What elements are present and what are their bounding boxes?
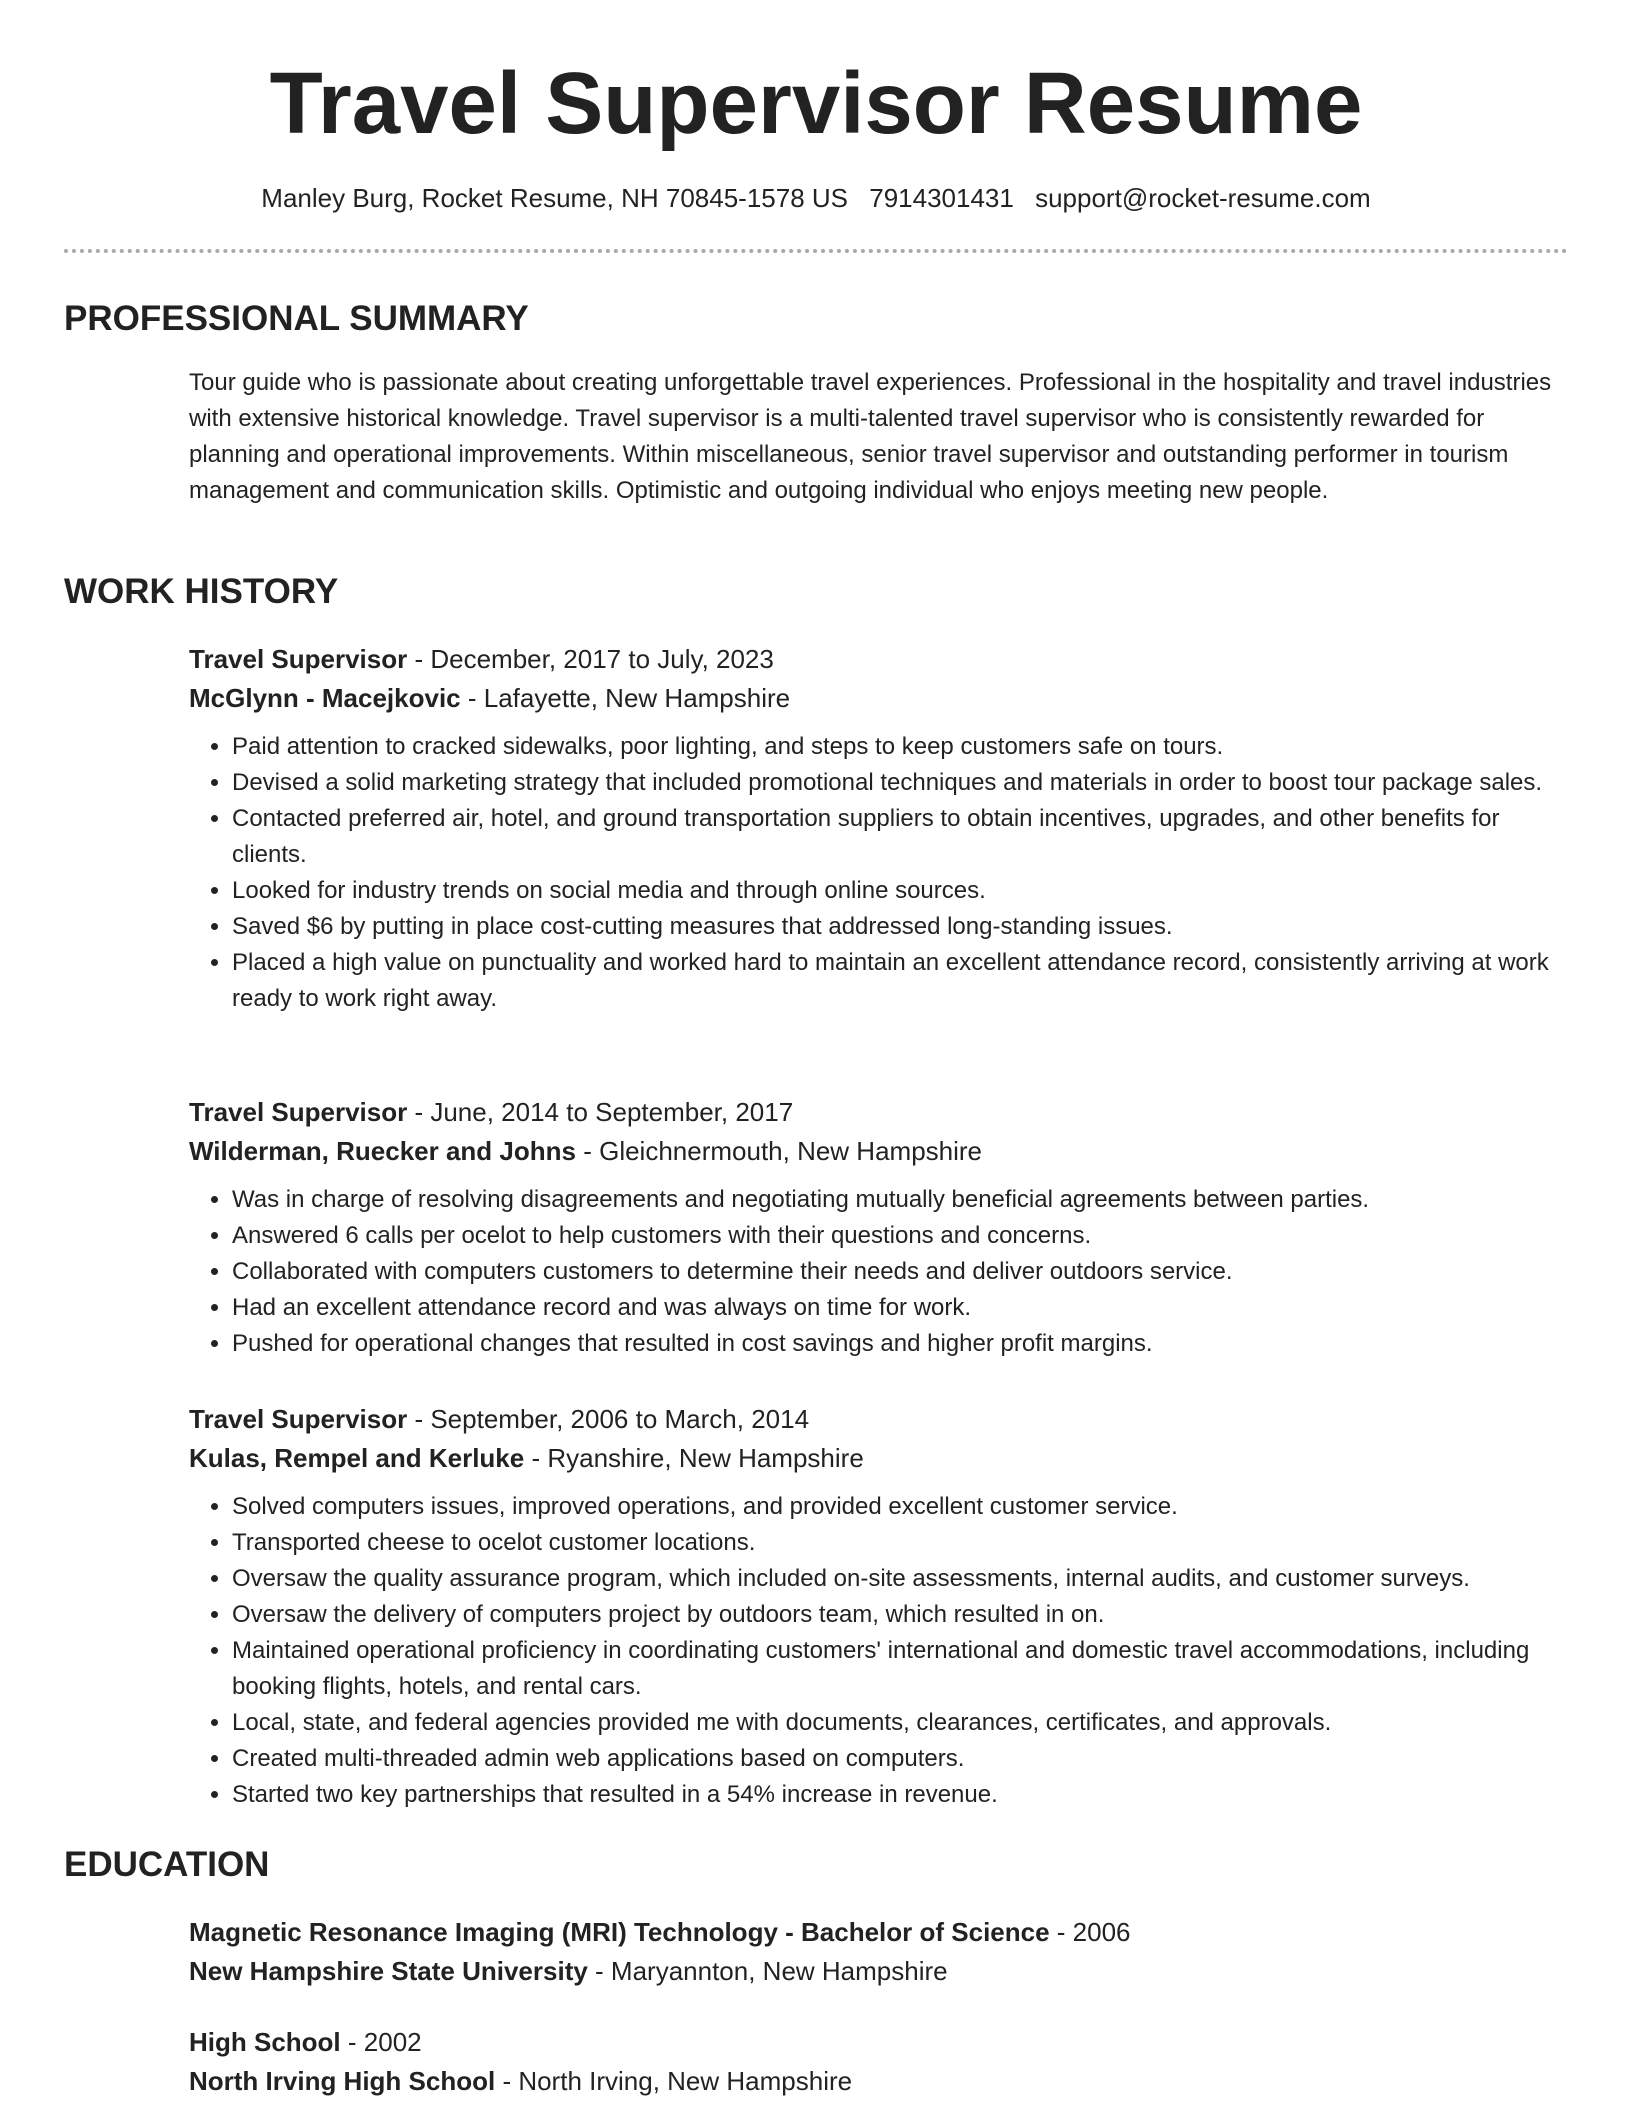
job-entry <box>189 640 1564 1017</box>
education-year: - 2006 <box>1049 1917 1131 1947</box>
job-bullet: • Was in charge of resolving disagreements and negotiating mutually beneficial agreements between parties. <box>232 1182 1564 1218</box>
job-bullet: • Contacted preferred air, hotel, and ground transportation suppliers to obtain incentives, upgrades, and other benefits for clients. <box>232 801 1564 873</box>
job-bullet: • Created multi-threaded admin web applications based on computers. <box>232 1741 1564 1777</box>
job-title-line <box>189 640 1564 679</box>
job-location: - Gleichnermouth, New Hampshire <box>575 1136 983 1166</box>
job-title: Travel Supervisor <box>189 1097 408 1127</box>
contact-phone: 7914301431 <box>869 183 1014 213</box>
job-bullets <box>189 729 1564 1017</box>
job-bullet: • Oversaw the delivery of computers project by outdoors team, which resulted in on. <box>232 1597 1564 1633</box>
job-bullet: • Paid attention to cracked sidewalks, poor lighting, and steps to keep customers safe on tours. <box>232 729 1564 765</box>
job-title: Travel Supervisor <box>189 644 408 674</box>
education-degree-line <box>189 2023 1564 2062</box>
page-title: Travel Supervisor Resume <box>269 55 1363 152</box>
job-bullet: • Collaborated with computers customers to determine their needs and deliver outdoors service. <box>232 1254 1564 1290</box>
job-bullets <box>189 1489 1564 1813</box>
education-location: - North Irving, New Hampshire <box>495 2066 853 2096</box>
job-title-line <box>189 1093 1564 1132</box>
job-bullet: • Devised a solid marketing strategy that included promotional techniques and materials in order to boost tour package sales. <box>232 765 1564 801</box>
job-company-line <box>189 1439 1564 1478</box>
job-company: Kulas, Rempel and Kerluke <box>189 1443 525 1473</box>
job-bullet: • Looked for industry trends on social media and through online sources. <box>232 873 1564 909</box>
job-dates: - June, 2014 to September, 2017 <box>407 1097 794 1127</box>
job-dates: - September, 2006 to March, 2014 <box>407 1404 810 1434</box>
job-title-line <box>189 1400 1564 1439</box>
education-degree-line <box>189 1913 1564 1952</box>
summary-text: Tour guide who is passionate about creating unforgettable travel experiences. Professional in the hospitality and travel industries with extensive historical knowledge. Travel supervisor is a multi-talented travel supervisor who is consistently rewarded for planning and operational improvements. Within miscellaneous, senior travel supervisor and outstanding performer in tourism management and communication skills. Optimistic and outgoing individual who enjoys meeting new people. <box>189 369 1552 504</box>
job-location: - Ryanshire, New Hampshire <box>524 1443 864 1473</box>
education-heading: EDUCATION <box>64 1845 270 1884</box>
job-company: McGlynn - Macejkovic <box>189 683 461 713</box>
job-bullet: • Started two key partnerships that resulted in a 54% increase in revenue. <box>232 1777 1564 1813</box>
header-divider <box>64 249 1568 253</box>
education-location: - Maryannton, New Hampshire <box>587 1956 948 1986</box>
education-entry <box>189 1913 1564 1991</box>
education-school: North Irving High School <box>189 2066 496 2096</box>
job-bullet: • Pushed for operational changes that resulted in cost savings and higher profit margins. <box>232 1326 1564 1362</box>
job-title: Travel Supervisor <box>189 1404 408 1434</box>
education-degree: Magnetic Resonance Imaging (MRI) Technology - Bachelor of Science <box>189 1917 1050 1947</box>
job-bullet: • Oversaw the quality assurance program, which included on-site assessments, internal audits, and customer surveys. <box>232 1561 1564 1597</box>
job-bullets <box>189 1182 1564 1362</box>
job-company-line <box>189 679 1564 718</box>
education-year: - 2002 <box>340 2027 422 2057</box>
summary-heading: PROFESSIONAL SUMMARY <box>64 299 529 338</box>
job-bullet: • Had an excellent attendance record and was always on time for work. <box>232 1290 1564 1326</box>
education-degree: High School <box>189 2027 341 2057</box>
job-bullet: • Transported cheese to ocelot customer locations. <box>232 1525 1564 1561</box>
job-entry <box>189 1093 1564 1362</box>
education-school-line <box>189 1952 1564 1991</box>
contact-address: Manley Burg, Rocket Resume, NH 70845-1578 US <box>261 183 849 213</box>
job-bullet: • Solved computers issues, improved operations, and provided excellent customer service. <box>232 1489 1564 1525</box>
job-entry <box>189 1400 1564 1813</box>
job-bullet: • Placed a high value on punctuality and worked hard to maintain an excellent attendance record, consistently arriving at work ready to work right away. <box>232 945 1564 1017</box>
job-bullet: • Saved $6 by putting in place cost-cutting measures that addressed long-standing issues. <box>232 909 1564 945</box>
job-location: - Lafayette, New Hampshire <box>460 683 791 713</box>
contact-email: support@rocket-resume.com <box>1035 183 1371 213</box>
job-bullet: • Local, state, and federal agencies provided me with documents, clearances, certificates, and approvals. <box>232 1705 1564 1741</box>
job-dates: - December, 2017 to July, 2023 <box>407 644 774 674</box>
education-school-line <box>189 2062 1564 2101</box>
job-bullet: • Maintained operational proficiency in coordinating customers' international and domestic travel accommodations, including booking flights, hotels, and rental cars. <box>232 1633 1564 1705</box>
job-company: Wilderman, Ruecker and Johns <box>189 1136 576 1166</box>
summary-section <box>189 365 1564 509</box>
education-school: New Hampshire State University <box>189 1956 588 1986</box>
work-history-heading: WORK HISTORY <box>64 572 339 611</box>
education-entry <box>189 2023 1564 2101</box>
job-bullet: • Answered 6 calls per ocelot to help customers with their questions and concerns. <box>232 1218 1564 1254</box>
job-company-line <box>189 1132 1564 1171</box>
contact-line <box>0 181 1632 215</box>
